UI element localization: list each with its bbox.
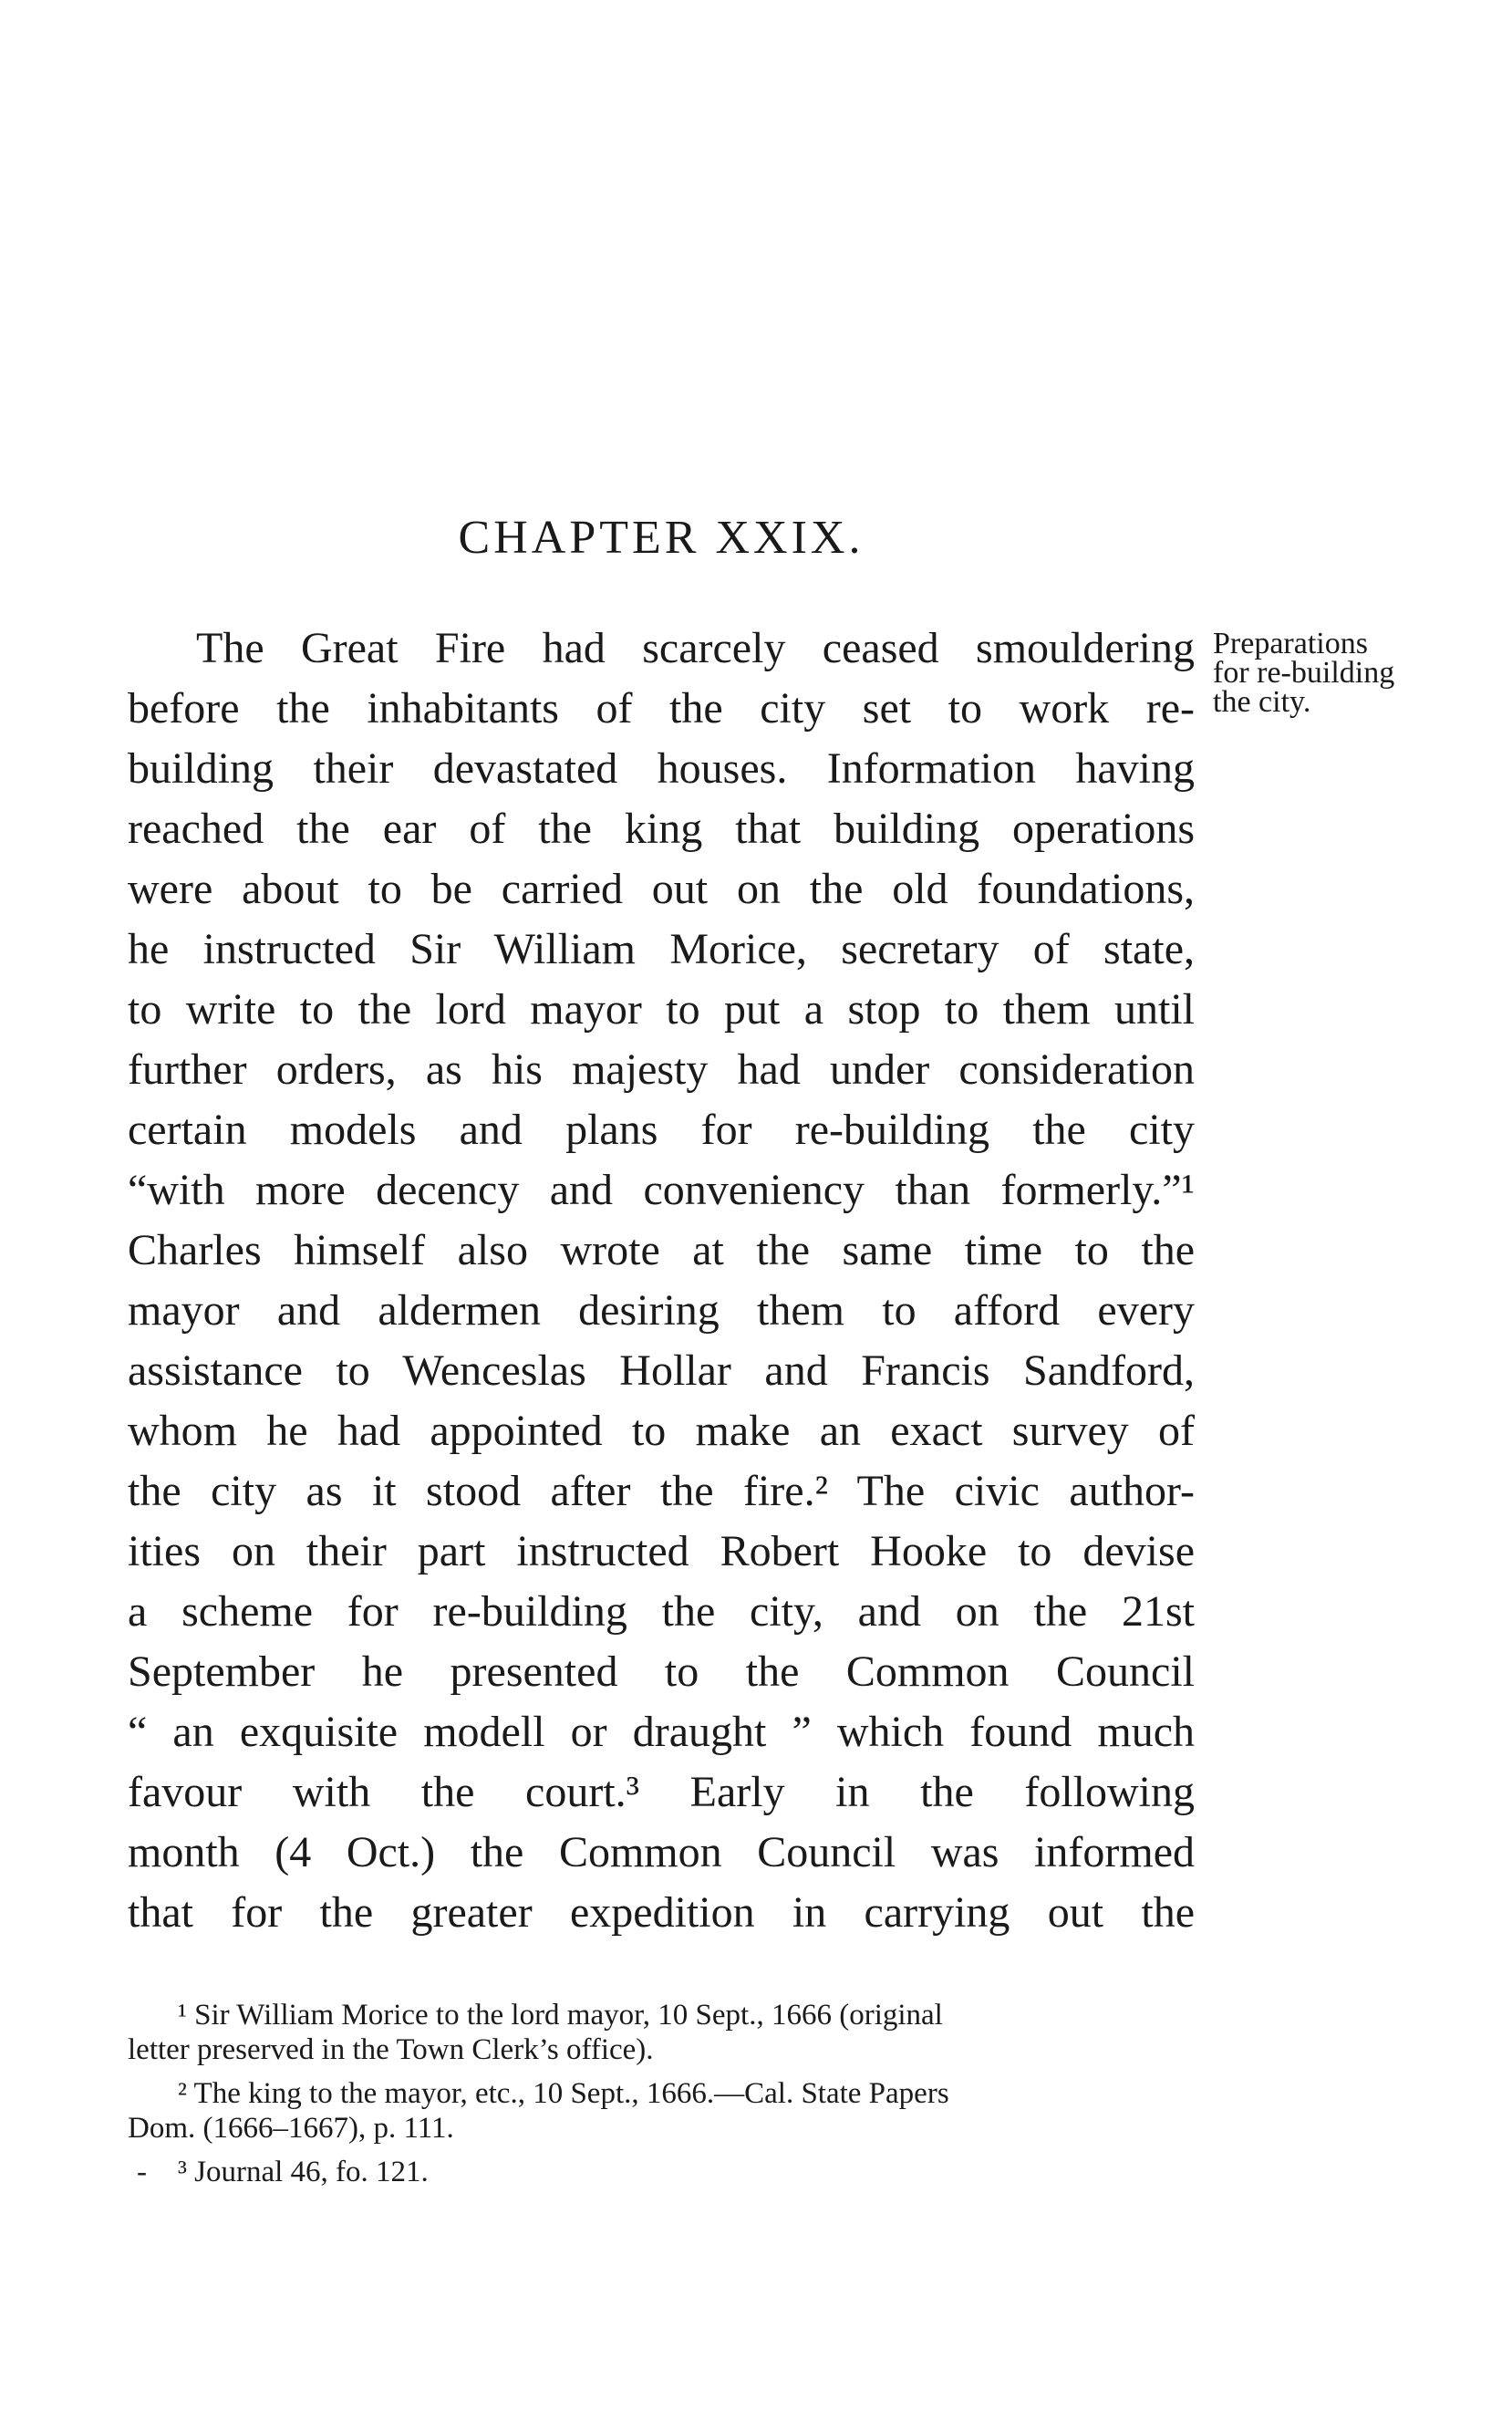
margin-note [1213,629,1441,717]
text-line: ities on their part instructed Robert Hooke to devise [128,1527,1195,1575]
text-line: whom he had appointed to make an exact survey of [128,1407,1195,1455]
footnote-line: Dom. (1666–1667), p. 111. [128,2112,454,2145]
text-line: further orders, as his majesty had under consideration [128,1045,1195,1094]
chapter-heading: CHAPTER XXIX. [458,512,865,564]
text-line: were about to be carried out on the old foundations, [128,865,1195,913]
body-paragraph [128,618,1195,1943]
footnote-3 [128,2155,1195,2189]
text-line: certain models and plans for re-building the city [128,1106,1195,1154]
text-line: building their devastated houses. Information having [128,744,1195,793]
text-line: “with more decency and conveniency than formerly.”¹ [128,1166,1195,1214]
text-line: the city as it stood after the fire.² The civic author- [128,1467,1195,1515]
footnote-line: letter preserved in the Town Clerk’s office). [128,2033,654,2066]
text-line: Charles himself also wrote at the same time to the [128,1226,1195,1274]
text-line: that for the greater expedition in carrying out the [128,1888,1195,1937]
footnote-line: ² The king to the mayor, etc., 10 Sept., 1666.—Cal. State Papers [178,2077,949,2110]
footnote-line: ¹ Sir William Morice to the lord mayor, 10 Sept., 1666 (original [178,1999,943,2032]
text-line: to write to the lord mayor to put a stop to them until [128,985,1195,1034]
text-line: month (4 Oct.) the Common Council was informed [128,1828,1195,1876]
text-line: “ an exquisite modell or draught ” which found much [128,1708,1195,1756]
margin-note-line: for re-building [1213,656,1395,690]
footnote-2 [128,2076,1195,2146]
stray-mark: - [137,2156,147,2188]
footnotes [128,1998,1195,2198]
text-line: The Great Fire had scarcely ceased smouldering [196,624,1195,672]
text-line: favour with the court.³ Early in the following [128,1768,1195,1816]
text-line: he instructed Sir William Morice, secretary of state, [128,925,1195,973]
text-line: reached the ear of the king that building operations [128,805,1195,853]
text-line: assistance to Wenceslas Hollar and Francis Sandford, [128,1346,1195,1395]
margin-note-line: Preparations [1213,627,1368,660]
footnote-line: ³ Journal 46, fo. 121. [178,2156,429,2188]
footnote-1 [128,1998,1195,2067]
text-line: mayor and aldermen desiring them to afford every [128,1286,1195,1335]
text-line: September he presented to the Common Council [128,1647,1195,1696]
text-line: a scheme for re-building the city, and on the 21st [128,1587,1195,1636]
text-line: before the inhabitants of the city set to work re- [128,684,1195,733]
margin-note-line: the city. [1213,685,1311,719]
